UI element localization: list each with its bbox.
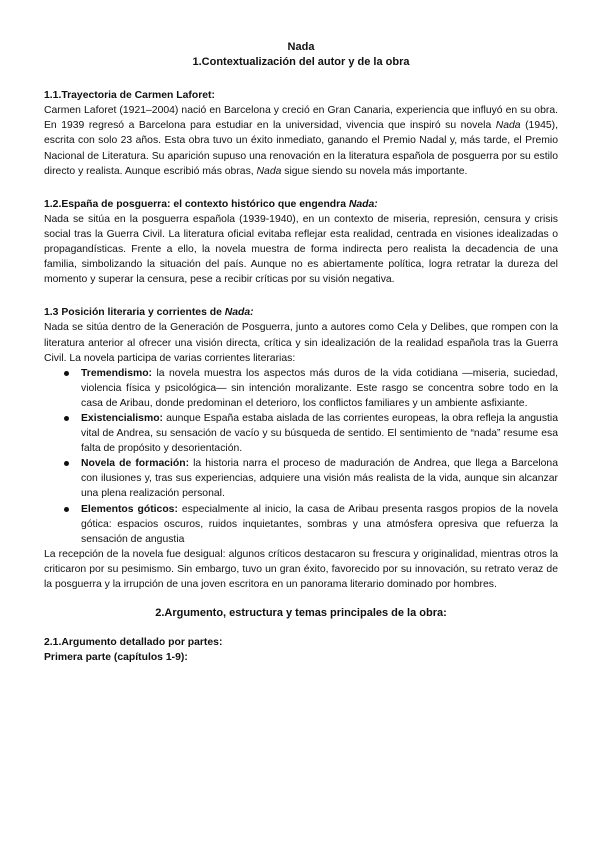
- section-1-3-intro: Nada se sitúa dentro de la Generación de Posguerra, junto a autores como Cela y Delibes, que rompen con la literatura anterior al ofrecer una visión directa, crítica y sin idealización de la realidad española tras la Guerra Civil. La novela participa de varias corrientes literarias:: [44, 322, 558, 364]
- document-title: Nada: [287, 41, 315, 53]
- bullet-icon: [64, 371, 69, 376]
- list-item: Tremendismo: la novela muestra los aspectos más duros de la vida cotidiana —miseria, suciedad, violencia física y psicológica— sin intención moralizante. Este rasgo se concentra sobre todo en la casa de Aribau, donde predominan el deterioro, los conflictos familiares y un ambiente asfixiante.: [81, 366, 558, 411]
- section-1-1-paragraph: Carmen Laforet (1921–2004) nació en Barcelona y creció en Gran Canaria, experiencia que influyó en su obra. En 1939 regresó a Barcelona para estudiar en la universidad, vivencia que inspiró su novela Nada (1945), escrita con solo 23 años. Esta obra tuvo un éxito inmediato, ganando el Premio Nadal y, más tarde, el Premio Nacional de Literatura. Su aparición supuso una renovación en la literatura española de posguerra por su estilo directo y realista. Aunque escribió más obras, Nada sigue siendo su novela más importante.: [44, 105, 559, 177]
- section-1-title: 1.Contextualización del autor y de la obra: [192, 56, 410, 69]
- document-page: [44, 40, 558, 665]
- section-1-2-heading: 1.2.España de posguerra: el contexto histórico que engendra Nada:: [44, 198, 378, 210]
- section-2-title: 2.Argumento, estructura y temas principales de la obra:: [155, 607, 447, 620]
- bullet-icon: [64, 416, 69, 421]
- section-2-1-heading: 2.1.Argumento detallado por partes:: [44, 637, 223, 649]
- part-1-heading: Primera parte (capítulos 1-9):: [44, 652, 188, 664]
- list-item: Elementos góticos: especialmente al inicio, la casa de Aribau presenta rasgos propios de la novela gótica: espacios oscuros, ruidos inquietantes, sombras y una atmósfera opresiva que refuerza la sensación de angustia: [81, 502, 558, 547]
- section-1-2-paragraph: Nada se sitúa en la posguerra española (1939-1940), en un contexto de miseria, represión, censura y crisis social tras la Guerra Civil. La literatura oficial evitaba reflejar esta realidad, centrada en visiones idealizadas o propagandísticas. Frente a ello, la novela muestra de forma indirecta pero realista la decadencia de una familia, simbolizando la situación del país. Aunque no es abiertamente política, logra retratar la dureza del momento y superar la censura, pese a recibir críticas por su visión negativa.: [44, 213, 558, 286]
- section-1-3-outro: La recepción de la novela fue desigual: algunos críticos destacaron su frescura y originalidad, mientras otros la criticaron por su pesimismo. Sin embargo, tuvo un gran éxito, favorecido por su innovación, su retrato veraz de la posguerra y la irrupción de una joven escritora en un panorama literario dominado por hombres.: [44, 548, 558, 590]
- currents-list: [44, 366, 558, 547]
- section-1-1-heading: 1.1.Trayectoria de Carmen Laforet:: [44, 90, 215, 102]
- list-item: Existencialismo: aunque España estaba aislada de las corrientes europeas, la obra refleja la angustia vital de Andrea, su sensación de vacío y su búsqueda de sentido. El sentimiento de “nada” resume esa falta de propósito y desorientación.: [81, 411, 558, 456]
- section-1-3-heading: 1.3 Posición literaria y corrientes de Nada:: [44, 307, 254, 319]
- bullet-icon: [64, 461, 69, 466]
- list-item: Novela de formación: la historia narra el proceso de maduración de Andrea, que llega a Barcelona con ilusiones y, tras sus experiencias, adquiere una visión más realista de la vida, aunque sin alcanzar una plena realización personal.: [81, 456, 558, 501]
- bullet-icon: [64, 507, 69, 512]
